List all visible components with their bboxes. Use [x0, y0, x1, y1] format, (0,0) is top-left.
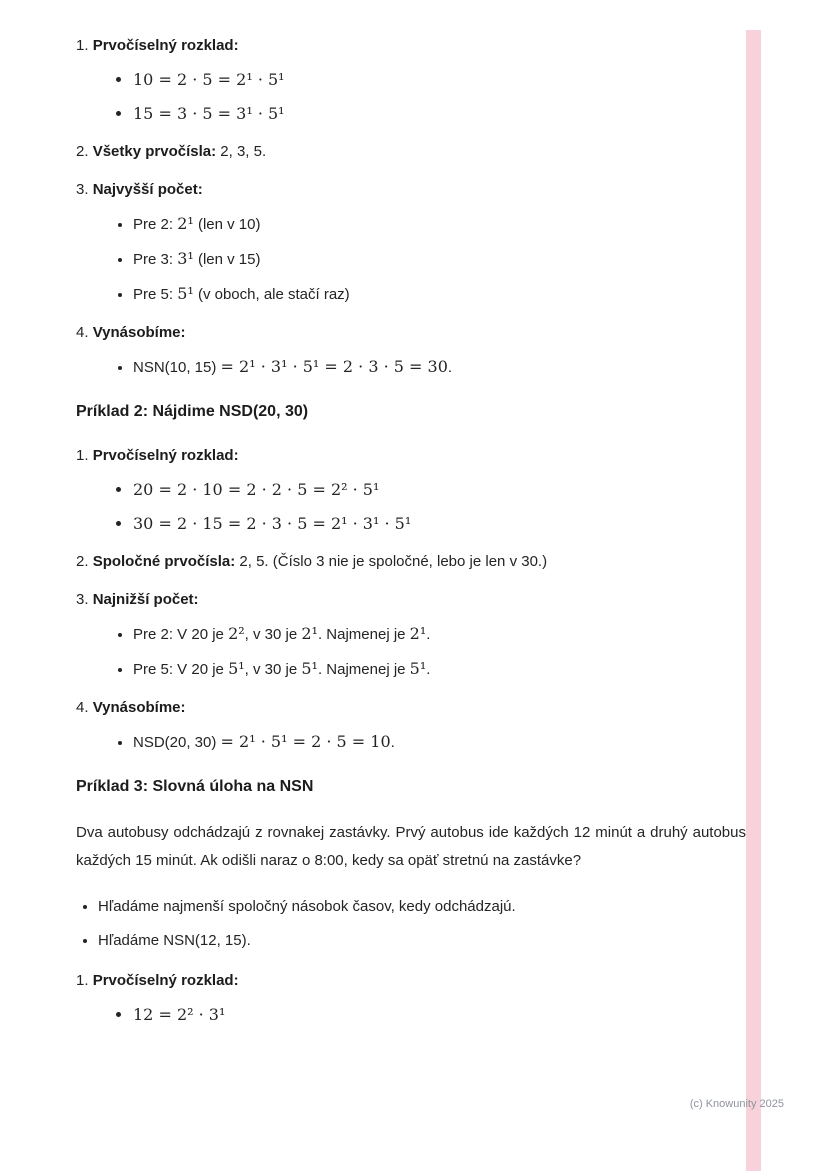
- bullet-text: .: [447, 359, 453, 376]
- numbered-item-heading: [76, 969, 746, 993]
- bullet-list: [76, 730, 746, 755]
- section-heading-priklad-3: Príklad 3: Slovná úloha na NSN: [76, 778, 314, 795]
- math-expression: • 10 = 2 · 5 = 2¹ · 5¹: [133, 68, 746, 92]
- item-number: 3.: [76, 181, 89, 198]
- item-text: 2, 5. (Číslo 3 nie je spoločné, lebo je len v 30.): [235, 553, 548, 570]
- math-expression: = 2¹ · 5¹ = 2 · 5 = 10: [220, 732, 391, 751]
- math-expression: • 15 = 3 · 5 = 3¹ · 5¹: [133, 102, 746, 126]
- math-expression: 2¹: [301, 624, 318, 643]
- math-expression: • 20 = 2 · 10 = 2 · 2 · 5 = 2² · 5¹: [133, 478, 746, 502]
- numbered-item-heading: [76, 588, 746, 612]
- bullet-list: [76, 1003, 746, 1027]
- math-expression: 5¹: [301, 659, 318, 678]
- math-expression: 5¹: [409, 659, 427, 678]
- item-title: Prvočíselný rozklad:: [92, 37, 239, 54]
- bullet-text: Pre 2: V 20 je: [133, 626, 229, 643]
- bullet-list: [76, 478, 746, 536]
- bullet-item: [133, 212, 746, 237]
- item-title: Všetky prvočísla:: [92, 143, 217, 160]
- math-expression: 2¹: [177, 214, 194, 233]
- bullet-text: .: [426, 661, 431, 678]
- numbered-item-heading: [76, 140, 746, 164]
- numbered-item-4: [76, 321, 746, 380]
- bullet-text: NSN(10, 15): [133, 359, 221, 376]
- math-expression: 2¹: [409, 624, 427, 643]
- paragraph-word-problem: Dva autobusy odchádzajú z rovnakej zastávky. Prvý autobus ide každých 12 minút a druhý autobus každých 15 minút. Ak odišli naraz o 8:00, kedy sa opäť stretnú na zastávke?: [76, 824, 746, 869]
- item-title: Najnižší počet:: [92, 591, 199, 608]
- document-content: [76, 34, 746, 1041]
- bullet-text: (len v 10): [193, 216, 261, 233]
- numbered-item-heading: [76, 34, 746, 58]
- bullet-list: [76, 212, 746, 307]
- item-text: 2, 3, 5.: [216, 143, 267, 160]
- numbered-item-heading: [76, 550, 746, 574]
- numbered-item-heading: [76, 444, 746, 468]
- bullet-item: [133, 622, 746, 647]
- bullet-text: . Najmenej je: [317, 626, 410, 643]
- bullet-item: [133, 657, 746, 682]
- item-title: Vynásobíme:: [92, 699, 186, 716]
- numbered-item-4: [76, 696, 746, 755]
- bullet-item: • Hľadáme NSN(12, 15).: [98, 929, 746, 953]
- bullet-list-top-level: [76, 895, 746, 953]
- bullet-item: [133, 355, 746, 380]
- math-expression: 5¹: [228, 659, 245, 678]
- math-expression: 5¹: [177, 284, 194, 303]
- numbered-item-2: [76, 550, 746, 574]
- numbered-item-3: [76, 178, 746, 307]
- section-heading-priklad-2: Príklad 2: Nájdime NSD(20, 30): [76, 403, 309, 420]
- bullet-item: • Hľadáme najmenší spoločný násobok časov, kedy odchádzajú.: [98, 895, 746, 919]
- item-title: Vynásobíme:: [92, 324, 186, 341]
- bullet-text: Pre 5:: [133, 286, 178, 303]
- math-expression: 2²: [228, 624, 245, 643]
- bullet-text: . Najmenej je: [317, 661, 410, 678]
- item-number: 3.: [76, 591, 89, 608]
- bullet-item: [133, 282, 746, 307]
- math-expression: 3¹: [177, 249, 194, 268]
- item-title: Spoločné prvočísla:: [92, 553, 236, 570]
- item-number: 1.: [76, 37, 89, 54]
- item-number: 2.: [76, 143, 89, 160]
- bullet-item: [133, 247, 746, 272]
- numbered-item-3: [76, 588, 746, 682]
- bullet-list: [76, 622, 746, 682]
- math-expression: • 30 = 2 · 15 = 2 · 3 · 5 = 2¹ · 3¹ · 5¹: [133, 512, 746, 536]
- bullet-text: , v 30 je: [244, 661, 302, 678]
- bullet-text: (len v 15): [193, 251, 261, 268]
- bullet-text: , v 30 je: [244, 626, 302, 643]
- numbered-item-2: [76, 140, 746, 164]
- bullet-text: (v oboch, ale stačí raz): [193, 286, 350, 303]
- bullet-text: Pre 5: V 20 je: [133, 661, 229, 678]
- page-edge-stripe: [746, 30, 761, 1171]
- numbered-item-heading: [76, 321, 746, 345]
- watermark: (c) Knowunity 2025: [689, 1098, 784, 1110]
- item-number: 2.: [76, 553, 89, 570]
- bullet-item: [133, 730, 746, 755]
- item-number: 1.: [76, 972, 89, 989]
- numbered-item-1: [76, 444, 746, 536]
- bullet-list: [76, 355, 746, 380]
- item-title: Prvočíselný rozklad:: [92, 972, 239, 989]
- bullet-list: [76, 68, 746, 126]
- bullet-text: NSD(20, 30): [133, 734, 221, 751]
- item-number: 4.: [76, 699, 89, 716]
- numbered-item-1: [76, 34, 746, 126]
- bullet-text: Pre 3:: [133, 251, 178, 268]
- bullet-text: Pre 2:: [133, 216, 178, 233]
- numbered-item-heading: [76, 178, 746, 202]
- bullet-text: .: [426, 626, 431, 643]
- item-title: Najvyšší počet:: [92, 181, 203, 198]
- numbered-item-1: [76, 969, 746, 1027]
- item-number: 4.: [76, 324, 89, 341]
- item-title: Prvočíselný rozklad:: [92, 447, 239, 464]
- bullet-text: .: [390, 734, 395, 751]
- math-expression: • 12 = 2² · 3¹: [133, 1003, 746, 1027]
- item-number: 1.: [76, 447, 89, 464]
- math-expression: = 2¹ · 3¹ · 5¹ = 2 · 3 · 5 = 30: [220, 357, 448, 376]
- numbered-item-heading: [76, 696, 746, 720]
